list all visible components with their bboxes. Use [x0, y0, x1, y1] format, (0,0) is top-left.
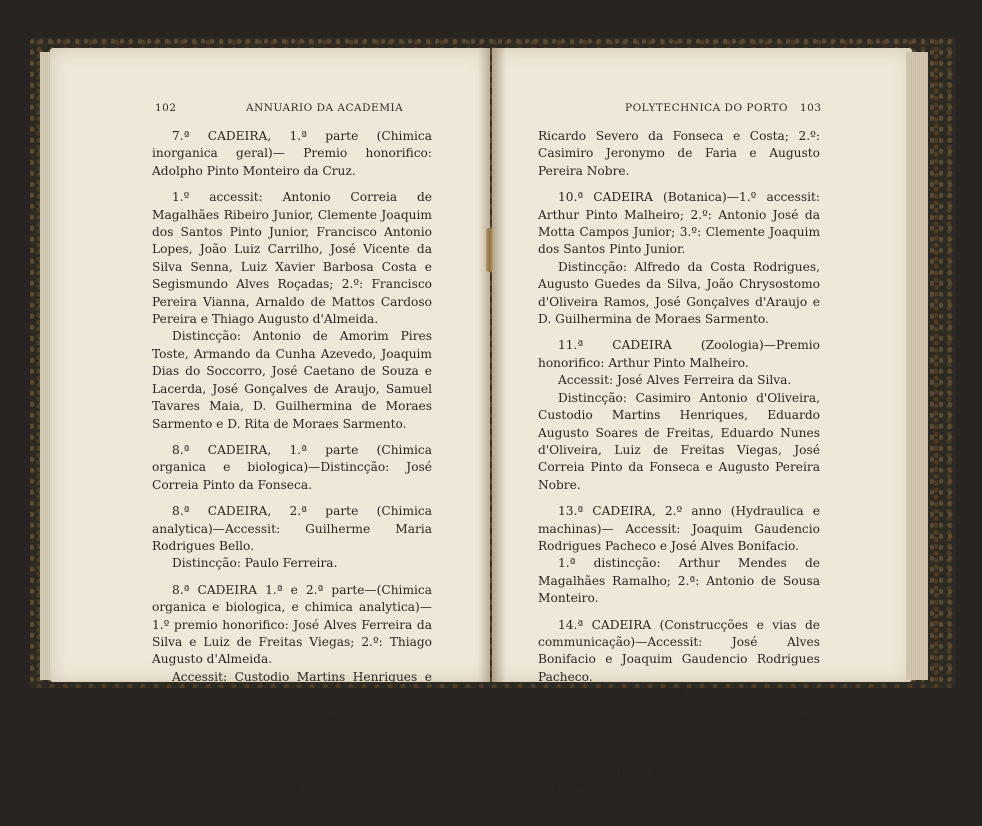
paragraph: Accessit: Custodio Martins Henriques e Eduardo Nunes d'Oliveira.: [152, 669, 432, 702]
paragraph: Distincção: Antonio de Amorim Pires Toste, Armando da Cunha Azevedo, Joaquim Dias do Soccorro, José Caetano de Souza e Lacerda, José Gonçalves de Araujo, Samuel Tavares Maia, D. Guilhermina de Moraes Sarmento e D. Rita de Moraes Sarmento.: [152, 329, 432, 431]
left-page-number: 102: [155, 102, 177, 114]
right-page-body: [538, 128, 820, 826]
paragraph: Distincção: Casimiro Antonio d'Oliveira, Custodio Martins Henriques, Eduardo Augusto Soares de Freitas, Eduardo Nunes d'Oliveira, Luiz de Freitas Viegas, José Correia Pinto da Fonseca e Augusto Pereira Nobre.: [538, 390, 820, 492]
paragraph: Ricardo Severo da Fonseca e Costa; 2.º: Casimiro Jeronymo de Faria e Augusto Pereira Nobre.: [538, 129, 820, 178]
paragraph: 13.ª CADEIRA, 2.º anno (Hydraulica e machinas)— Accessit: Joaquim Gaudencio Rodrigues Pacheco e José Alves Bonifacio.: [538, 504, 820, 553]
paragraph: Accessit: José Alves Ferreira da Silva.: [558, 373, 792, 388]
left-page-body: [152, 128, 432, 809]
right-running-head: POLYTECHNICA DO PORTO: [625, 102, 788, 114]
paragraph: 7.ª CADEIRA, 1.ª parte (Chimica inorganica geral)— Premio honorifico: Adolpho Pinto Monteiro da Cruz.: [152, 129, 432, 178]
paragraph: 11.ª CADEIRA (Zoologia)—Premio honorifico: Arthur Pinto Malheiro.: [538, 338, 820, 370]
right-page-number: 103: [800, 102, 822, 114]
paragraph: 9.ª CADEIRA—(Mineralogia, geologia e paleontologia)—1.º accessit: João Chrysostomo d'Oliveira Ramos e: [152, 748, 432, 798]
paragraph: Distincção: Alfredo da Costa Rodrigues, Augusto Guedes da Silva, João Chrysostomo d'Oliveira Ramos, José Gonçalves d'Araujo e D. Guilhermina de Moraes Sarmento.: [538, 259, 820, 327]
paragraph: Distincção: Paulo Ferreira.: [172, 556, 338, 571]
paragraph: 14.ª CADEIRA (Construcções e vias de communicação)—Accessit: José Alves Bonifacio e Joaquim Gaudencio Rodrigues Pacheco.: [538, 617, 820, 684]
paragraph: 1.ª distincção: Antonio de Sousa Monteiro; 2.ª: Arthur Mendes de Magalhães Ramalho; 3.ª: Ernesto Eugenio Alves de Sousa Junior.: [538, 687, 820, 754]
paragraph: Distincção: Henrique Carlos Rodrigues, Raul Larose Rocha e Vicente de Bessa.: [152, 704, 432, 736]
right-page-edges: [906, 52, 928, 680]
binding-thread: [486, 228, 493, 272]
paragraph: 18.ª CADEIRA, 2.ª parte (Desenho de architectura e aguadas)—Premio honorifico: Hugo de Noronha.: [538, 765, 820, 815]
paragraph: 8.ª CADEIRA, 2.ª parte (Chimica analytica)—Accessit: Guilherme Maria Rodrigues Bello.: [152, 504, 432, 553]
paragraph: 8.ª CADEIRA, 1.ª parte (Chimica organica e biologica)—Distincção: José Correia Pinto da Fonseca.: [152, 442, 432, 492]
book-gutter: [478, 48, 506, 682]
paragraph: 10.ª CADEIRA (Botanica)—1.º accessit: Arthur Pinto Malheiro; 2.º: Antonio José da Motta Campos Junior; 3.º: Clemente Joaquim dos Santos Pinto Junior.: [538, 190, 820, 257]
paragraph: 1.ª distincção: Arthur Mendes de Magalhães Ramalho; 2.ª: Antonio de Sousa Monteiro.: [538, 556, 820, 606]
left-running-head: ANNUARIO DA ACADEMIA: [246, 102, 404, 114]
paragraph: 8.ª CADEIRA 1.ª e 2.ª parte—(Chimica organica e biologica, e chimica analytica)— 1.º premio honorifico: José Alves Ferreira da Silva e Luiz de Freitas Viegas; 2.º: Thiago Augusto d'Almeida.: [152, 582, 432, 667]
paragraph: 1.º accessit: Antonio Correia de Magalhães Ribeiro Junior, Clemente Joaquim dos Santos Pinto Junior, Francisco Antonio Lopes, João Luiz Carrilho, José Vicente da Silva Senna, Luiz Xavier Barbosa Costa e Segismundo Alves Roçadas; 2.º: Francisco Pereira Vianna, Arnaldo de Mattos Cardoso Pereira e Thiago Augusto d'Almeida.: [152, 190, 432, 327]
